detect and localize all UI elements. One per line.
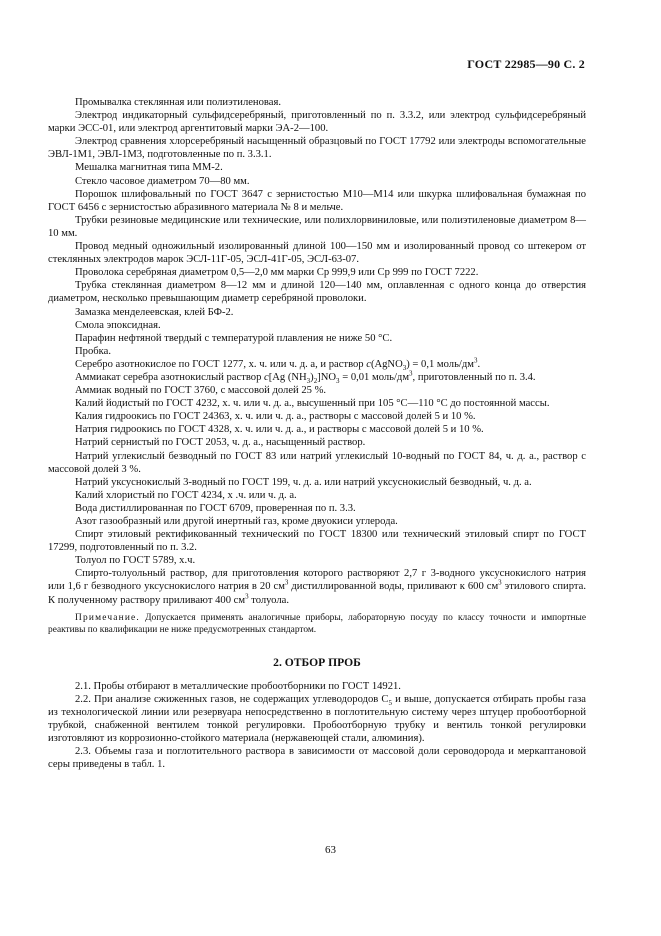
page-header: ГОСТ 22985—90 С. 2 xyxy=(467,57,585,71)
paragraph: Смола эпоксидная. xyxy=(75,319,161,331)
paragraph: Электрод сравнения хлорсеребряный насыщенный образцовый по ГОСТ 17792 или электроды вспомогательные ЭВЛ-1М1, ЭВЛ-1М3, подготовленные по п. 3.3.1. xyxy=(48,136,586,161)
paragraph: Азот газообразный или другой инертный газ, кроме двуокиси углерода. xyxy=(75,516,398,527)
clause-2-2: 2.2. При анализе сжиженных газов, не содержащих углеводородов $С_5$ и выше, допускается отбирать пробы газа из технологической линии или резервуара непосредственно в поглотительную систему через штуцер пробоотборной трубкой, снабженной вентилем тонкой регулировки. Пробоотборную трубку и вентиль тонкой регулировки изготовляют из коррозионно-стойкого материала (нержавеющей стали, алюминия). xyxy=(48,693,586,744)
page-content xyxy=(48,96,586,771)
paragraph: Спирт этиловый ректификованный технический по ГОСТ 18300 или технический этиловый спирт по ГОСТ 17299, подготовленный по п. 3.2. xyxy=(48,529,586,554)
paragraph: Толуол по ГОСТ 5789, х.ч. xyxy=(75,555,196,567)
paragraph: Трубка стеклянная диаметром 8—12 мм и длиной 120—140 мм, оплавленная с одного конца до отверстия диаметром, несколько превышающим диаметр серебряной проволоки. xyxy=(48,280,586,305)
paragraph: Провод медный одножильный изолированный длиной 100—150 мм и изолированный провод со штекером от стеклянных электродов марок ЭСЛ-11Г-05, ЭСЛ-41Г-05, ЭСЛ-63-07. xyxy=(48,241,586,266)
note-text: Допускается применять аналогичные приборы, лабораторную посуду по классу точности и импортные реактивы по квалификации не ниже предусмотренных стандартом. xyxy=(48,612,586,636)
paragraph: Натрия гидроокись по ГОСТ 4328, х. ч. или ч. д. а., и растворы с массовой долей 5 и 10 %. xyxy=(75,424,484,436)
paragraph: Замазка менделеевская, клей БФ-2. xyxy=(75,306,234,318)
paragraph: Калий хлористый по ГОСТ 4234, х .ч. или ч. д. а. xyxy=(75,489,297,501)
note xyxy=(48,612,586,637)
paragraph: Трубки резиновые медицинские или технические, или полихлорвиниловые, или полиэтиленовые диаметром 8—10 мм. xyxy=(48,214,586,239)
page-number: 63 xyxy=(325,844,336,856)
paragraph: Калия гидроокись по ГОСТ 24363, х. ч. или ч. д. а., растворы с массовой долей 5 и 10 %. xyxy=(75,411,476,423)
paragraph: Вода дистиллированная по ГОСТ 6709, проверенная по п. 3.3. xyxy=(75,502,356,514)
clause-2-1: 2.1. Пробы отбирают в металлические пробоотборники по ГОСТ 14921. xyxy=(75,680,401,692)
paragraph: Натрий углекислый безводный по ГОСТ 83 или натрий углекислый 10-водный по ГОСТ 84, ч. д. а., раствор с массовой долей 3 %. xyxy=(48,450,586,475)
note-label: Примечание. xyxy=(75,612,140,623)
paragraph: Парафин нефтяной твердый с температурой плавления не ниже 50 °С. xyxy=(75,332,393,344)
paragraph: Мешалка магнитная типа ММ-2. xyxy=(75,162,223,174)
paragraph: Натрий сернистый по ГОСТ 2053, ч. д. а., насыщенный раствор. xyxy=(75,437,366,449)
paragraph: Порошок шлифовальный по ГОСТ 3647 с зернистостью М10—М14 или шкурка шлифовальная бумажная по ГОСТ 6456 с зернистостью абразивного материала № 8 и мельче. xyxy=(48,188,586,213)
section-title: 2. ОТБОР ПРОБ xyxy=(273,656,361,670)
paragraph: Калий йодистый по ГОСТ 4232, х. ч. или ч. д. а., высушенный при 105 °С—110 °С до постоянной массы. xyxy=(75,398,550,410)
ammonia-silver-paragraph: Аммиакат серебра азотнокислый раствор c[Ag $(NH_3)_2]NO_3 = 0,01$ моль/$дм^3$, приготовленный по п. 3.4. xyxy=(75,369,536,386)
paragraph: Стекло часовое диаметром 70—80 мм. xyxy=(75,175,250,187)
paragraph: Промывалка стеклянная или полиэтиленовая. xyxy=(75,97,281,108)
silver-nitrate-paragraph: Серебро азотнокислое по ГОСТ 1277, х. ч. или ч. д. а, и раствор c(AgNO$_3$) = 0,1 моль/$дм^3$. xyxy=(75,356,481,372)
clause-2-3: 2.3. Объемы газа и поглотительного раствора в зависимости от массовой доли сероводорода и меркаптановой серы приведены в табл. 1. xyxy=(48,746,586,771)
spirit-toluene-paragraph: Спирто-толуольный раствор, для приготовления которого растворяют 2,7 г 3-водного уксуснокислого натрия или 1,6 г безводного уксуснокислого натрия в 20 $см^3$ дистиллированной воды, приливают к 600 $см^3$ этилового спирта. К полученному раствору приливают 400 $см^3$ толуола. xyxy=(48,568,586,606)
paragraph: Проволока серебряная диаметром 0,5—2,0 мм марки Ср 999,9 или Ср 999 по ГОСТ 7222. xyxy=(75,267,479,279)
paragraph: Электрод индикаторный сульфидсеребряный, приготовленный по п. 3.3.2, или электрод сульфидсеребряный марки ЭСС-01, или электрод аргентитовый марки ЭА-2—100. xyxy=(48,110,586,135)
paragraph: Пробка. xyxy=(75,345,111,357)
paragraph: Натрий уксуснокислый 3-водный по ГОСТ 199, ч. д. а. или натрий уксуснокислый безводный, ч. д. а. xyxy=(75,476,532,488)
paragraph: Аммиак водный по ГОСТ 3760, с массовой долей 25 %. xyxy=(75,385,327,397)
